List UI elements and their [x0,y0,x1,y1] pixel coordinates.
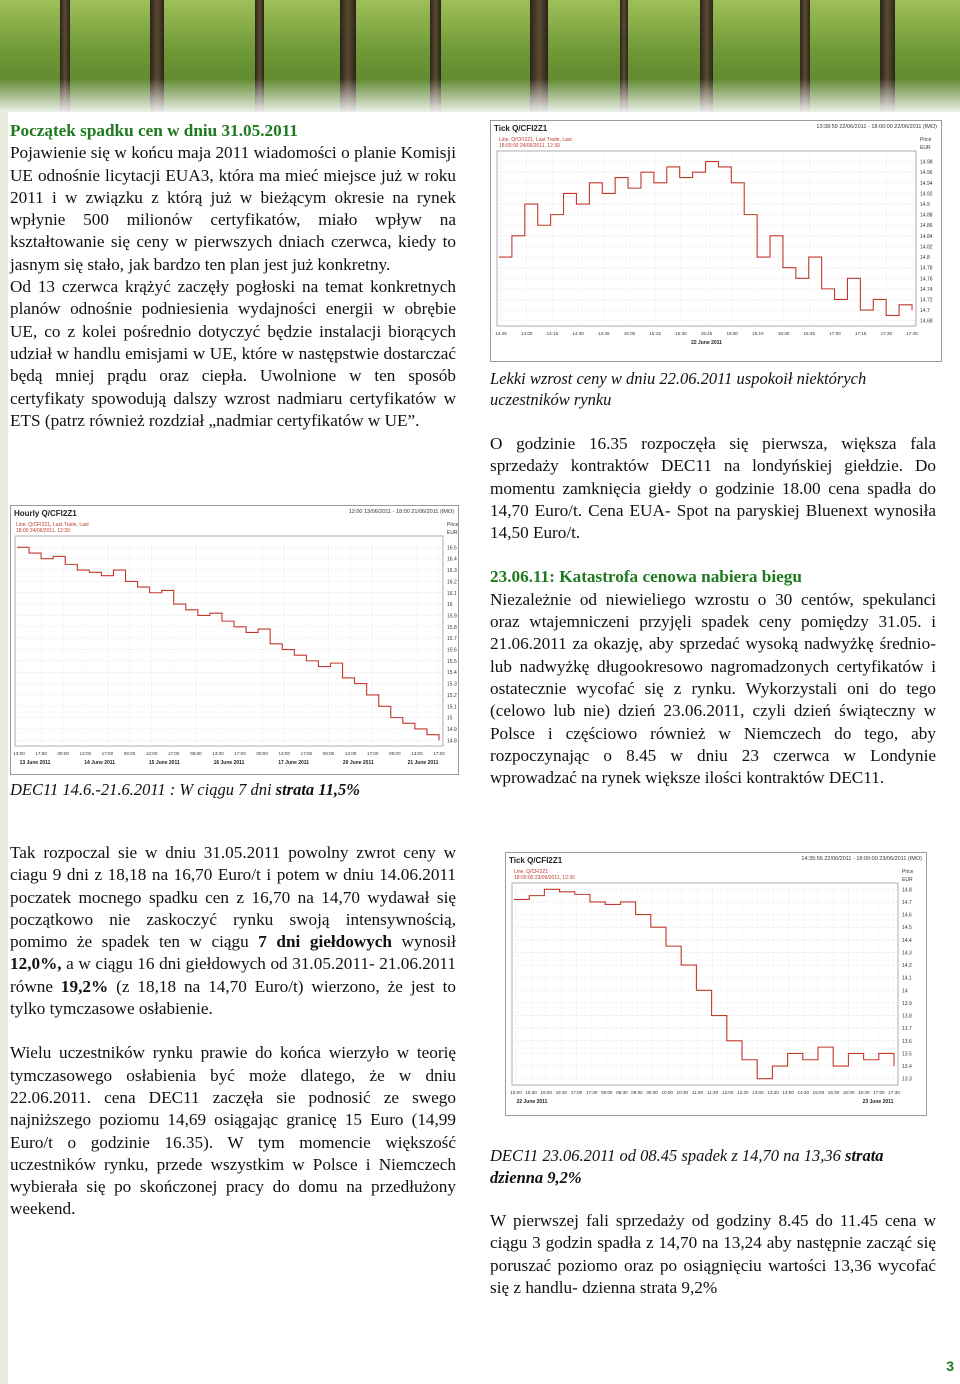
x-tick-label: 13:00 [79,751,92,756]
x-tick-label: 13:45 [495,331,507,336]
x-tick-label: 10:30 [676,1090,689,1095]
x-tick-label: 08:00 [600,1090,613,1095]
y-tick-label: 15.8 [447,624,457,631]
y-tick-label: 15.9 [447,613,457,620]
bold-span: 12,0%, [10,954,62,974]
chart-caption: Lekki wzrost ceny w dniu 22.06.2011 uspokoił niektórych uczestników rynku [490,369,867,409]
paragraph: O godzinie 16.35 rozpoczęła się pierwsza, większa fala sprzedaży kontraktów DEC11 na londyńskiej giełdzie. Do momentu zamknięcia giełdy o godzinie 18.00 cena spadła do 14,70 Euro/t. Cena EUA- Spot na paryskiej Bluenext wynosiła 14,50 Euro/t. [490,434,936,543]
x-tick-label: 11:00 [691,1090,704,1095]
x-tick-label: 17:30 [585,1090,598,1095]
x-tick-label: 09:00 [190,751,202,756]
y-tick-label: 13.8 [902,1013,912,1020]
caption-emphasis: strata 11,5% [275,780,361,799]
bold-span: 7 dni giełdowych [258,932,392,952]
page-number: 3 [946,1358,954,1374]
legend-line: Line, Q/CFI2Z1, Last Trade, Last [16,522,89,528]
forest-banner-image [0,0,960,112]
x-tick-label: 13:30 [767,1090,779,1095]
x-tick-label: 16:15 [752,331,764,336]
y-tick-label: 13.4 [902,1064,912,1071]
y-tick-label: 14.4 [902,937,912,944]
y-tick-label: 13.9 [902,1000,912,1007]
y-tick-label: 15.7 [447,636,457,643]
x-tick-label: 17:00 [829,331,841,336]
caption-text: DEC11 23.06.2011 od 08.45 spadek z 14,70 na 13,36 [490,1146,846,1165]
y-tick-label: 15.3 [447,681,457,688]
x-tick-label: 09:00 [123,751,136,756]
chart-title: Tick Q/CFI2Z1 [509,856,563,865]
x-tick-label: 15:30 [525,1090,537,1095]
y-unit-label: Price [447,522,458,528]
x-tick-label: 16:30 [777,331,790,336]
x-tick-label: 17:00 [167,751,180,756]
y-tick-label: 14.86 [920,223,933,230]
y-tick-label: 14.76 [920,276,933,283]
y-tick-label: 13.7 [902,1026,912,1033]
text-span: (z 18,18 na 14,70 Euro/t) wierzono, że jest to tylko tymczasowe osłabienie. [10,976,457,1019]
x-tick-label: 09:00 [57,751,69,756]
x-tick-label: 12:00 [721,1090,734,1095]
paragraph: Niezależnie od niewieliego wzrostu o 30 centów, spekulanci oraz wtajemniczeni przyjęli spadek ceny pomiędzy 31.05. i 21.06.2011 za okazję, aby sprzedać wysoką nadwyżkę średnio- lub nadwyżkę długookresowo nagromadzonych certyfikatów i ostatecznie wycofać się z rynku. Wykorzystali oni do tego (celowo lub nie) dzień 23.06.2011, czyli dzień świąteczny w Polsce i częściowo również w Niemczech do tego, aby rozpoczynając o 8.45 w dniu 23 czerwca w Londynie wprowadzać na rynek większe ilości kontraktów DEC11. [490,589,936,788]
x-tick-label: 14:00 [520,331,533,336]
x-tick-label: 16:45 [803,331,815,336]
x-tick-label: 13:00 [212,751,224,756]
x-tick-label: 15:00 [510,1090,522,1095]
plot-frame [15,536,443,746]
y-tick-label: 14.98 [920,159,933,166]
chart-caption [10,780,456,800]
y-tick-label: 14.7 [902,899,912,906]
y-unit-label: EUR [902,877,913,883]
x-date-label: 15 June 2011 [148,760,180,766]
y-tick-label: 16.3 [447,568,457,575]
y-tick-label: 14.96 [920,170,933,177]
x-tick-label: 17:00 [35,751,47,756]
x-tick-label: 09:00 [256,751,268,756]
x-tick-label: 13:00 [13,751,25,756]
chart-caption [490,1145,940,1189]
y-tick-label: 14.72 [920,297,933,304]
y-tick-label: 15.2 [447,692,457,699]
x-date-label: 17 June 2011 [278,760,310,766]
right-column-lower [490,1210,936,1299]
paragraph: Pojawienie się w końcu maja 2011 wiadomości o planie Komisji UE odnośnie licytacji EUA3, która ma mieć miejsce już w roku 2011 i w związku z którą już w bieżącym okresie na rynek wpłynie 500 milionów certyfikatów, miało wpływ na kształtowanie się ceny w pierwszych dniach czerwca, kiedy to jasnym się stało, jak bardzo ten plan jest już konkretny. [10,143,456,274]
y-unit-label: EUR [920,145,931,151]
chart-range: 12:00 13/06/2011 - 18:00 21/06/2011 (IMO) [348,509,454,515]
paragraph: W pierwszej fali sprzedaży od godziny 8.45 do 11.45 cena w ciągu 3 godzin spadła z 14,70 na 13,24 aby następnie zacząć się poruszać poziomo oraz po osiągnięciu wartości 13,36 wycofać się z handlu- dzienna strata 9,2% [490,1211,936,1297]
x-tick-label: 12:30 [737,1090,749,1095]
bold-span: 19,2% [60,976,109,996]
x-tick-label: 17:00 [101,751,114,756]
x-tick-label: 13:00 [344,751,357,756]
chart-plot [506,853,926,1115]
section-heading: Początek spadku cen w dniu 31.05.2011 [10,121,298,140]
x-date-label: 20 June 2011 [342,760,374,766]
x-tick-label: 14:15 [546,331,559,336]
chart-plot [11,506,458,774]
section-heading: 23.06.11: Katastrofa cenowa nabiera biegu [490,567,802,587]
x-tick-label: 17:45 [906,331,918,336]
x-date-label: 16 June 2011 [213,760,245,766]
tick-price-chart-22-june [490,120,942,362]
hourly-price-chart [10,505,459,775]
x-date-label: 23 June 2011 [862,1099,894,1105]
x-tick-label: 13:00 [411,751,423,756]
y-tick-label: 14.94 [920,180,933,187]
y-tick-label: 14.9 [447,726,457,733]
x-date-label: 13 June 2011 [19,760,51,766]
y-tick-label: 13.6 [902,1038,912,1045]
x-tick-label: 13:00 [145,751,158,756]
x-tick-label: 09:00 [631,1090,643,1095]
left-column [10,120,456,432]
y-tick-label: 14.7 [920,308,930,315]
legend-line: 18:00:00 24/06/2011, 12:30 [499,143,560,149]
y-tick-label: 13.3 [902,1076,912,1083]
y-tick-label: 14.6 [902,912,912,919]
x-tick-label: 17:00 [300,751,313,756]
x-tick-label: 16:00 [540,1090,552,1095]
x-tick-label: 11:30 [706,1090,719,1095]
x-tick-label: 15:00 [812,1090,825,1095]
y-tick-label: 14.9 [920,202,930,209]
caption-emphasis: strata dzienna 9,2% [490,1146,884,1187]
y-tick-label: 16.1 [447,590,457,597]
x-tick-label: 14:00 [782,1090,794,1095]
legend-line: Line, Q/CFI2Z1, Last Trade, Last [499,137,572,143]
text-span: wynosił [392,932,456,952]
x-tick-label: 17:00 [433,751,445,756]
y-tick-label: 13.5 [902,1051,912,1058]
x-tick-label: 17:00 [570,1090,583,1095]
x-date-label: 22 June 2011 [691,340,722,346]
y-tick-label: 14.2 [902,963,912,970]
x-tick-label: 15:15 [649,331,661,336]
y-tick-label: 14.92 [920,191,933,198]
x-tick-label: 14:30 [572,331,584,336]
y-unit-label: EUR [447,530,458,536]
x-tick-label: 16:00 [842,1090,855,1095]
x-tick-label: 15:30 [675,331,687,336]
x-tick-label: 13:00 [278,751,291,756]
y-tick-label: 14.5 [902,925,912,932]
y-tick-label: 14 [902,988,908,995]
chart-range: 13:38:59 22/06/2011 - 18:00:00 22/06/2011 (IMO) [816,124,937,130]
x-tick-label: 17:00 [234,751,246,756]
x-tick-label: 17:15 [854,331,867,336]
x-tick-label: 17:30 [888,1090,900,1095]
x-tick-label: 16:30 [858,1090,870,1095]
y-unit-label: Price [902,869,914,875]
y-tick-label: 16 [447,602,453,609]
y-tick-label: 14.8 [920,255,930,262]
x-tick-label: 13:00 [752,1090,764,1095]
x-tick-label: 14:30 [797,1090,810,1095]
x-tick-label: 09:00 [322,751,335,756]
x-tick-label: 08:30 [616,1090,628,1095]
x-tick-label: 15:30 [827,1090,840,1095]
y-tick-label: 14.1 [902,975,912,982]
plot-frame [512,883,898,1085]
x-date-label: 21 June 2011 [407,760,439,766]
x-tick-label: 16:00 [726,331,738,336]
chart-plot [491,121,941,361]
paragraph: Od 13 czerwca krążyć zaczęły pogłoski na temat konkretnych planów odnośnie podniesienia wydajności energii w obrębie UE, co z kolei pośrednio dotyczyć będzie instalacji biorących udział w handlu emisjami w UE, które w następstwie dostarczać będą mniej prądu oraz ciepła. Uwolnione w ten sposób certyfikaty spowodują dalszy wzrost nadmiaru certyfikatów w ETS (patrz również rozdział „nadmiar certyfikatów w UE”. [10,277,456,430]
y-tick-label: 15.1 [447,704,457,711]
y-tick-label: 15 [447,715,453,722]
y-tick-label: 14.8 [447,738,457,745]
text-span: a w ciągu 16 dni giełdowych od 31.05.2011- 21.06.2011 równe [10,954,456,996]
y-tick-label: 15.6 [447,647,457,654]
x-tick-label: 14:45 [598,331,610,336]
left-column-lower [10,842,456,1221]
x-tick-label: 17:00 [873,1090,885,1095]
y-tick-label: 14.8 [902,887,912,894]
x-tick-label: 16:30 [555,1090,568,1095]
page-margin-decoration [0,112,8,1384]
y-tick-label: 14.82 [920,244,933,251]
x-tick-label: 09:00 [389,751,401,756]
legend-line: 18:00 24/06/2011, 12:30 [16,528,70,534]
x-date-label: 14 June 2011 [84,760,116,766]
y-tick-label: 16.5 [447,545,457,552]
x-date-label: 22 June 2011 [516,1099,548,1105]
y-tick-label: 14.68 [920,318,933,325]
y-tick-label: 14.74 [920,286,933,293]
chart-range: 14:35:56 22/06/2011 - 18:00:00 23/06/2011 (IMO) [801,856,922,862]
legend-line: 18:00:00 23/06/2011, 12:30 [514,875,575,881]
y-tick-label: 14.3 [902,950,912,957]
y-unit-label: Price [920,137,932,143]
text-span: Tak rozpoczal sie w dniu 31.05.2011 powolny zwrot ceny w ciagu 9 dni z 18,18 na 16,70 Euro/t i potem w dniu 14.06.2011 poczatek mocnego spadku cen z 16,70 na 14,70 wydawał się początkowo nie zaskoczyć rynku swoją intensywnością, pomimo że spadek ten w ciągu [10,843,456,952]
x-tick-label: 09:30 [646,1090,658,1095]
y-tick-label: 14.88 [920,212,933,219]
x-tick-label: 15:00 [623,331,636,336]
y-tick-label: 15.4 [447,670,457,677]
paragraph [10,842,456,1020]
caption-text: DEC11 14.6.-21.6.2011 : W ciągu 7 dni [10,780,276,799]
x-tick-label: 17:00 [366,751,379,756]
legend-line: Line, Q/CFI2Z1 [514,869,549,875]
paragraph: Wielu uczestników rynku prawie do końca wierzyło w teorię tymczasowego osłabienia być może dlatego, że w dniu 22.06.2011. cena DEC11 zaczęła sie podnosić ze swego najniższego poziomu 14,69 osiągając granicę 15 Euro (14,99 Euro/t o godzinie 16.35). W tym momencie większość uczestników rynku, przede wszystkim w Polsce i Niemczech wybierała się po skończonej pracy do domu na przedłużony weekend. [10,1043,456,1219]
y-tick-label: 14.84 [920,233,933,240]
y-tick-label: 14.78 [920,265,933,272]
right-column [490,433,936,789]
x-tick-label: 10:00 [661,1090,673,1095]
chart-title: Tick Q/CFI2Z1 [494,124,548,133]
y-tick-label: 16.2 [447,579,457,586]
y-tick-label: 16.4 [447,556,457,563]
chart-title: Hourly Q/CFI2Z1 [14,509,77,518]
y-tick-label: 15.5 [447,658,457,665]
x-tick-label: 17:30 [880,331,893,336]
tick-price-chart-23-june [505,852,927,1116]
x-tick-label: 15:45 [700,331,713,336]
